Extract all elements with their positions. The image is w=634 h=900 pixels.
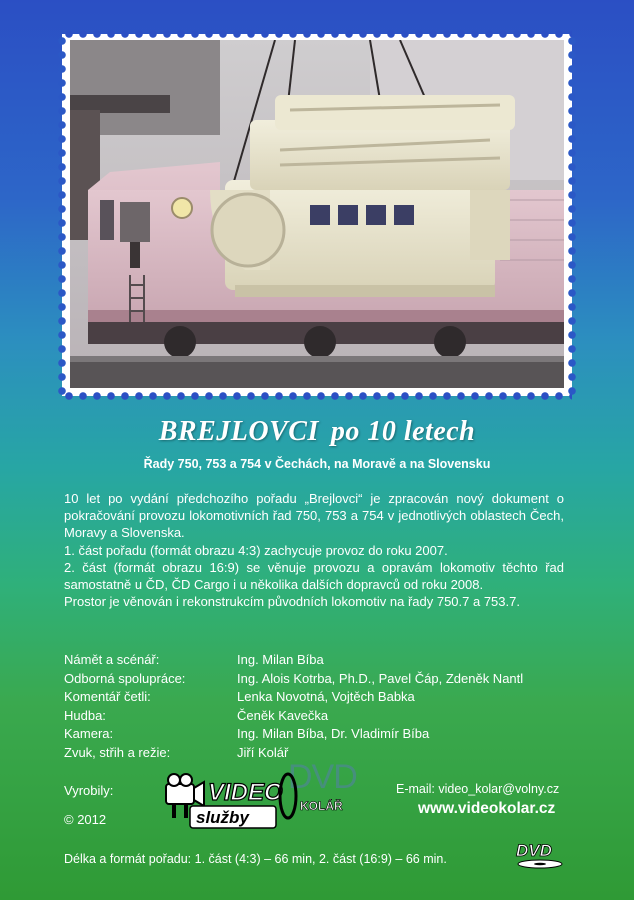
contact-email: E-mail: video_kolar@volny.cz bbox=[396, 782, 560, 796]
credit-role: Zvuk, střih a režie: bbox=[64, 744, 171, 760]
engine-lift-photo bbox=[70, 40, 564, 388]
frame-perforation-right bbox=[568, 34, 576, 396]
frame-perforation-bottom bbox=[62, 392, 572, 400]
dvd-logo-text: DVD bbox=[516, 841, 552, 860]
credit-name: Ing. Milan Bíba bbox=[237, 652, 324, 667]
logo-video-text: VIDEO bbox=[208, 779, 283, 806]
credit-role: Komentář četli: bbox=[64, 689, 151, 704]
frame-perforation-top bbox=[62, 30, 572, 38]
dvd-logo bbox=[514, 838, 570, 872]
credits-list bbox=[64, 651, 584, 762]
credit-row bbox=[64, 651, 584, 670]
cover-photo bbox=[70, 40, 564, 388]
credit-name: Čeněk Kavečka bbox=[237, 707, 329, 723]
page-title bbox=[0, 416, 634, 448]
description-paragraph: 10 let po vydání předchozího pořadu „Brejlovci“ je zpracován nový dokument o pokračování provozu lokomotivních řad 750, 753 a 754 v jednotlivých oblastech Čech, Moravy a Slovenska. bbox=[64, 491, 564, 541]
logo-sluzby-text: služby bbox=[196, 808, 249, 827]
program-length: Délka a formát pořadu: 1. část (4:3) – 66 min, 2. část (16:9) – 66 min. bbox=[64, 852, 447, 866]
dvd-watermark: DVD bbox=[288, 758, 357, 796]
frame-perforation-left bbox=[58, 34, 66, 396]
credit-name: Ing. Milan Bíba, Dr. Vladimír Bíba bbox=[237, 726, 430, 741]
credit-row bbox=[64, 688, 584, 707]
credit-name: Ing. Alois Kotrba, Ph.D., Pavel Čáp, Zdeněk Nantl bbox=[237, 670, 524, 686]
copyright: © 2012 bbox=[64, 812, 107, 827]
logo-kolar-text: KOLÁŘ bbox=[300, 799, 343, 813]
credit-name: Lenka Novotná, Vojtěch Babka bbox=[237, 689, 415, 704]
description bbox=[64, 490, 564, 610]
credit-role: Odborná spolupráce: bbox=[64, 670, 186, 686]
title-part-1: BREJLOVCI bbox=[158, 416, 319, 447]
credit-role: Hudba: bbox=[64, 707, 106, 723]
camera-icon bbox=[164, 770, 354, 832]
producer-label: Vyrobily: bbox=[64, 783, 114, 798]
video-sluzby-kolar-logo bbox=[164, 770, 354, 832]
description-paragraph: 1. část pořadu (formát obrazu 4:3) zachycuje provoz do roku 2007. bbox=[64, 542, 448, 558]
subtitle: Řady 750, 753 a 754 v Čechách, na Moravě a na Slovensku bbox=[143, 457, 491, 471]
description-paragraph: 2. část (formát obrazu 16:9) se věnuje provozu a opravám lokomotiv těchto řad samostatně u ČD, ČD Cargo i u několika dalších dopravců od roku 2008. bbox=[64, 559, 564, 593]
credit-row bbox=[64, 707, 584, 726]
title-part-2: po 10 letech bbox=[330, 416, 476, 447]
credit-row bbox=[64, 670, 584, 689]
credit-role: Námět a scénář: bbox=[64, 652, 160, 667]
description-paragraph: Prostor je věnován i rekonstrukcím původních lokomotiv na řady 750.7 a 753.7. bbox=[64, 594, 520, 610]
contact-website: www.videokolar.cz bbox=[418, 800, 556, 817]
credit-name: Jiří Kolář bbox=[237, 744, 289, 760]
dvd-icon bbox=[514, 838, 570, 872]
credit-row bbox=[64, 725, 584, 744]
credit-role: Kamera: bbox=[64, 726, 114, 741]
